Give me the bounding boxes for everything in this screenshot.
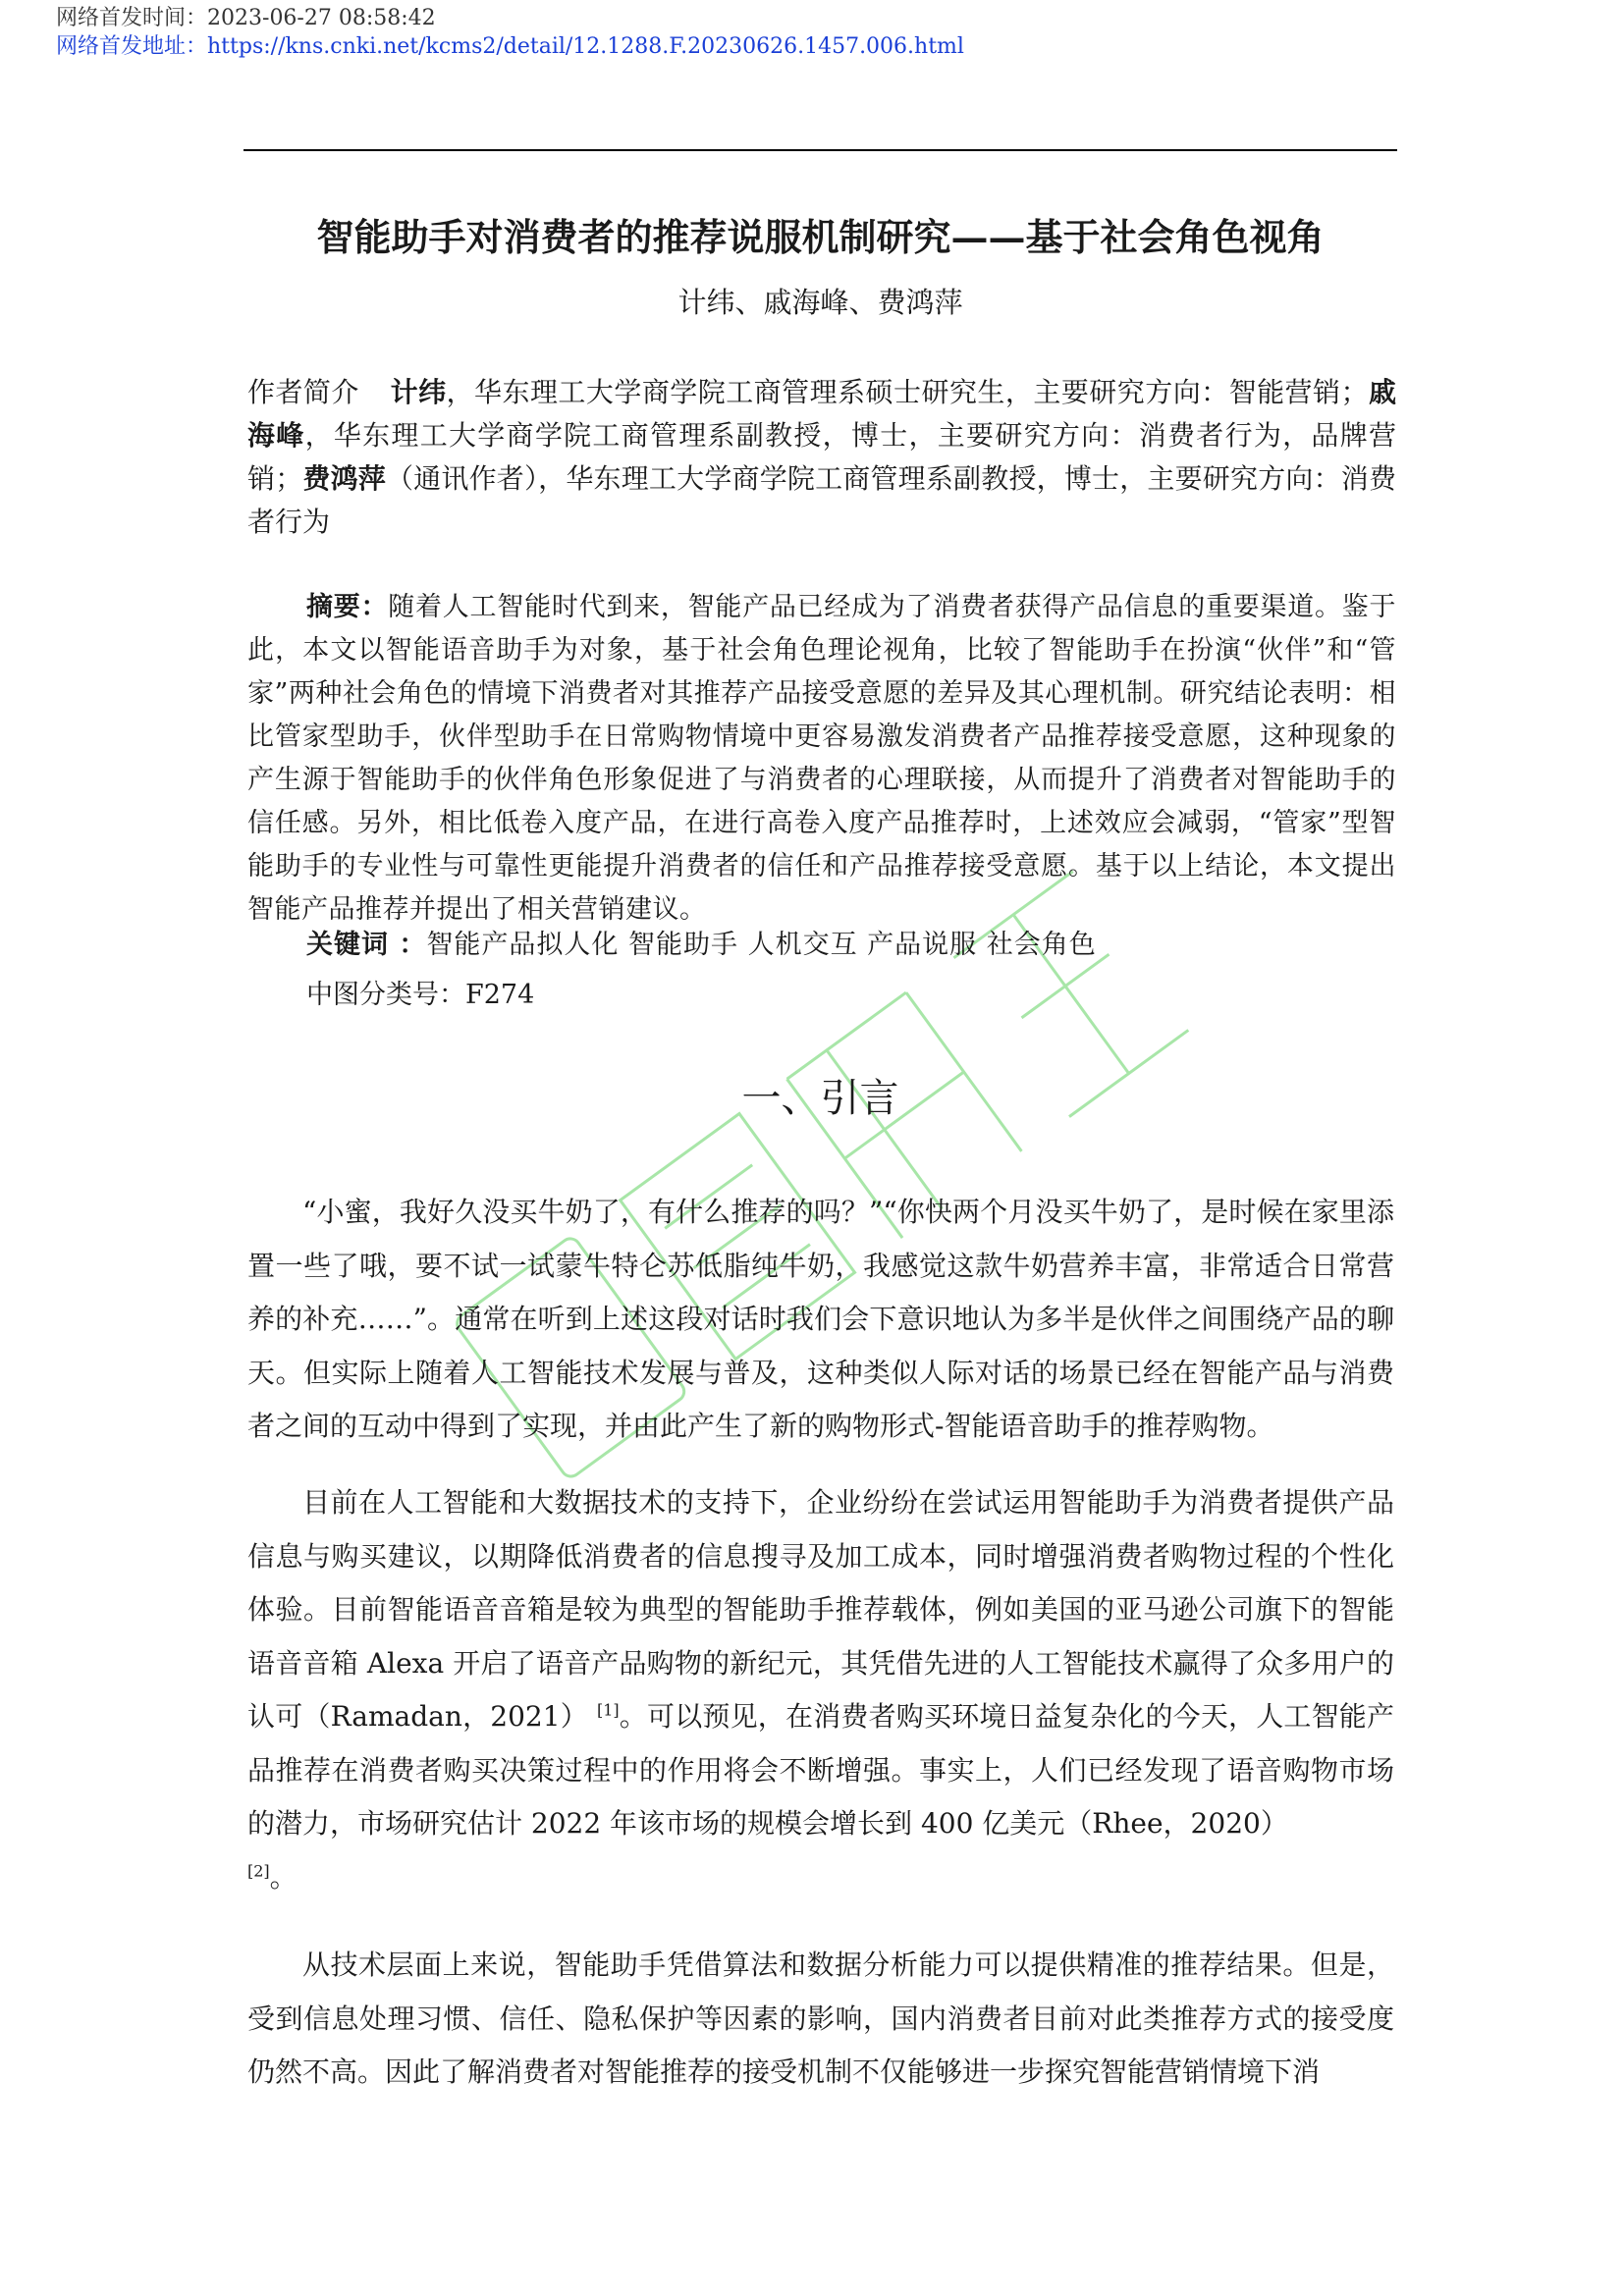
- clc-number: [306, 978, 534, 1013]
- author3-name: 费鸿萍: [302, 462, 386, 495]
- citation-ref-2: [2]: [247, 1861, 270, 1881]
- publish-url-label: 网络首发地址：: [56, 34, 208, 59]
- abstract-text: 随着人工智能时代到来，智能产品已经成为了消费者获得产品信息的重要渠道。鉴于此，本文以智能语音助手为对象，基于社会角色理论视角，比较了智能助手在扮演“伙伴”和“管家”两种社会角色的情境下消费者对其推荐产品接受意愿的差异及其心理机制。研究结论表明：相比管家型助手，伙伴型助手在日常购物情境中更容易激发消费者产品推荐接受意愿，这种现象的产生源于智能助手的伙伴角色形象促进了与消费者的心理联接，从而提升了消费者对智能助手的信任感。另外，相比低卷入度产品，在进行高卷入度产品推荐时，上述效应会减弱，“管家”型智能助手的专业性与可靠性更能提升消费者的信任和产品推荐接受意愿。基于以上结论，本文提出智能产品推荐并提出了相关营销建议。: [247, 592, 1397, 925]
- publish-time-row: [56, 4, 964, 32]
- citation-ref-1: [1]: [597, 1700, 620, 1720]
- paper-authors: 计纬、戚海峰、费鸿萍: [677, 286, 963, 319]
- header-rule: [244, 149, 1397, 151]
- publish-time-label: 网络首发时间：: [56, 6, 208, 30]
- intro-paragraph-3: 从技术层面上来说，智能助手凭借算法和数据分析能力可以提供精准的推荐结果。但是，受到信息处理习惯、信任、隐私保护等因素的影响，国内消费者目前对此类推荐方式的接受度仍然不高。因此了解消费者对智能推荐的接受机制不仅能够进一步探究智能营销情境下消: [247, 1949, 1394, 2088]
- publication-meta: [56, 4, 964, 61]
- publish-url-link[interactable]: https://kns.cnki.net/kcms2/detail/12.1288.F.20230626.1457.006.html: [207, 34, 964, 59]
- clc-label: 中图分类号：: [306, 980, 465, 1010]
- intro-p2-text-a: 目前在人工智能和大数据技术的支持下，企业纷纷在尝试运用智能助手为消费者提供产品信息与购买建议，以期降低消费者的信息搜寻及加工成本，同时增强消费者购物过程的个性化体验。目前智能语音音箱是较为典型的智能助手推荐载体，例如美国的亚马逊公司旗下的智能语音音箱 Alexa 开启了语音产品购物的新纪元，其凭借先进的人工智能技术赢得了众多用户的认可（Ramadan，2021）: [247, 1486, 1394, 1733]
- paper-title: 智能助手对消费者的推荐说服机制研究——基于社会角色视角: [316, 215, 1325, 259]
- publish-url-row: [56, 32, 964, 61]
- clc-value: F274: [465, 980, 535, 1010]
- keywords-label: 关键词 ：: [306, 930, 427, 960]
- section-heading-introduction: 一、引言: [741, 1076, 899, 1121]
- abstract-label: 摘要：: [306, 592, 389, 622]
- author1-desc: ，华东理工大学商学院工商管理系硕士研究生，主要研究方向：智能营销；: [446, 376, 1369, 408]
- author1-name: 计纬: [390, 376, 447, 408]
- abstract: [247, 586, 1396, 932]
- author2-desc: ，华东理工大学商学院工商管理系副教授，博士，主要研究方向：消费者行为，品牌营销；: [247, 419, 1396, 495]
- keywords-text: 智能产品拟人化 智能助手 人机交互 产品说服 社会角色: [426, 930, 1097, 960]
- intro-p2-text-b: 。可以预见，在消费者购买环境日益复杂化的今天，人工智能产品推荐在消费者购买决策过程中的作用将会不断增强。事实上，人们已经发现了语音购物市场的潜力，市场研究估计 2022 年该市场的规模会增长到 400 亿美元（Rhee，2020）: [247, 1700, 1394, 1840]
- intro-paragraph-1: “小蜜，我好久没买牛奶了，有什么推荐的吗？”“你快两个月没买牛奶了，是时候在家里添置一些了哦，要不试一试蒙牛特仑苏低脂纯牛奶，我感觉这款牛奶营养丰富，非常适合日常营养的补充……”。通常在听到上述这段对话时我们会下意识地认为多半是伙伴之间围绕产品的聊天。但实际上随着人工智能技术发展与普及，这种类似人际对话的场景已经在智能产品与消费者之间的互动中得到了实现，并由此产生了新的购物形式-智能语音助手的推荐购物。: [247, 1196, 1394, 1442]
- bio-label: 作者简介: [247, 376, 359, 408]
- author-bio: [247, 371, 1396, 544]
- author2-name: 戚海峰: [247, 376, 1396, 452]
- intro-paragraph-2: [247, 1476, 1394, 1904]
- author3-desc: （通讯作者），华东理工大学商学院工商管理系副教授，博士，主要研究方向：消费者行为: [247, 462, 1396, 538]
- intro-p2-text-c: 。: [269, 1860, 298, 1894]
- publish-time-value: 2023-06-27 08:58:42: [207, 6, 436, 30]
- keywords: [306, 928, 1097, 963]
